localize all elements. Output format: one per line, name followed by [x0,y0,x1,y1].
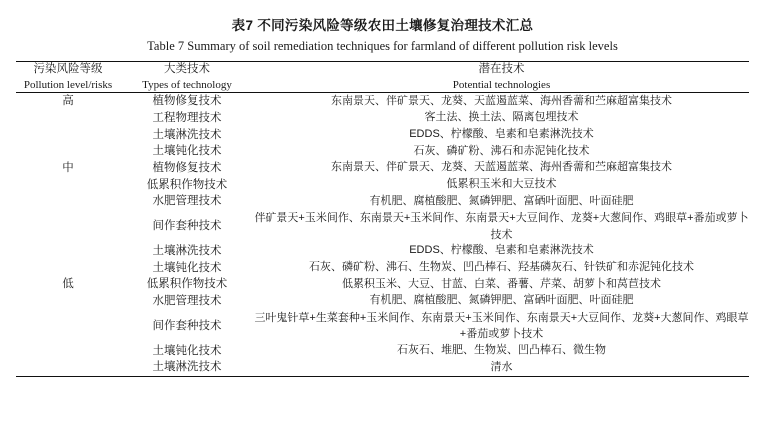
cell-technology-type: 土壤钝化技术 [152,261,222,274]
cell-technology-type: 工程物理技术 [152,112,222,125]
cell-technology-type: 土壤钝化技术 [152,145,222,158]
table-header-row [16,62,749,93]
table-row [16,193,749,210]
cell-potential-technologies: 石灰、磷矿粉、沸石和赤泥钝化技术 [413,144,590,157]
table-title-cn: 表7 不同污染风险等级农田土壤修复治理技术汇总 [231,18,534,33]
cell-potential-technologies: 客土法、换土法、隔离包埋技术 [424,111,579,124]
column-header-potential-en: Potential technologies [452,78,551,91]
cell-potential-technologies: 石灰石、堆肥、生物炭、凹凸棒石、微生物 [397,344,606,357]
cell-potential-technologies: 东南景天、伴矿景天、龙葵、天蓝遏蓝菜、海州香薷和苎麻超富集技术 [254,93,749,110]
cell-technology-type: 低累积作物技术 [146,278,228,291]
table-row [16,260,749,277]
cell-potential-technologies: 三叶鬼针草+生菜套种+玉米间作、东南景天+玉米间作、东南景天+大豆间作、龙葵+大葱间作、鸡眼草+番茄或萝卜技术 [254,311,749,341]
cell-technology-type: 间作套种技术 [152,319,222,332]
table-row [16,210,749,243]
cell-potential-technologies: 低累积玉米、大豆、甘蓝、白菜、番薯、芹菜、胡萝卜和莴苣技术 [342,277,661,290]
table-row [16,276,749,293]
cell-technology-type: 水肥管理技术 [152,195,222,208]
column-header-type [120,62,254,93]
cell-technology-type: 间作套种技术 [152,220,222,233]
table-row [16,293,749,310]
cell-technology-type: 水肥管理技术 [152,295,222,308]
cell-risk-level [16,343,120,360]
table-row [16,93,749,110]
cell-risk-level [16,143,120,160]
cell-risk-level: 高 [16,93,120,110]
cell-risk-level [16,359,120,376]
cell-potential-technologies: 东南景天、伴矿景天、龙葵、天蓝遏蓝菜、海州香薷和苎麻超富集技术 [331,161,672,174]
cell-potential-technologies: 石灰、磷矿粉、沸石、生物炭、凹凸棒石、羟基磷灰石、针铁矿和赤泥钝化技术 [309,261,694,274]
cell-potential-technologies: EDDS、柠檬酸、皂素和皂素淋洗技术 [409,244,594,257]
table-body [16,93,749,377]
column-header-type-cn: 大类技术 [164,63,210,75]
cell-potential-technologies: 低累积玉米和大豆技术 [446,178,557,191]
cell-risk-level [16,293,120,310]
cell-risk-level [16,210,120,243]
column-header-risk [16,62,120,93]
column-header-risk-cn: 污染风险等级 [33,63,103,75]
cell-potential-technologies: EDDS、柠檬酸、皂素和皂素淋洗技术 [409,128,594,141]
cell-risk-level [16,243,120,260]
cell-risk-level [16,177,120,194]
table-header [16,62,749,93]
table-row [16,127,749,144]
cell-risk-level [16,193,120,210]
cell-technology-type: 植物修复技术 [120,93,254,110]
cell-technology-type: 土壤淋洗技术 [152,245,222,258]
cell-risk-level [16,260,120,277]
column-header-type-en: Types of technology [142,78,232,91]
cell-potential-technologies: 伴矿景天+玉米间作、东南景天+玉米间作、东南景天+大豆间作、龙葵+大葱间作、鸡眼草+番茄或萝卜技术 [254,212,749,241]
column-header-risk-en: Pollution level/risks [23,78,113,91]
cell-risk-level: 中 [62,162,74,175]
cell-risk-level: 低 [62,278,74,291]
table-title-en: Table 7 Summary of soil remediation techniques for farmland of different pollution risk levels [147,39,618,53]
cell-potential-technologies: 清水 [254,359,749,376]
cell-risk-level [16,310,120,343]
column-header-potential [254,62,749,93]
cell-technology-type: 低累积作物技术 [146,178,228,191]
table-row [16,243,749,260]
cell-technology-type: 土壤淋洗技术 [120,359,254,376]
cell-risk-level [16,127,120,144]
table-row [16,343,749,360]
remediation-techniques-table [16,61,749,377]
column-header-potential-cn: 潜在技术 [478,63,525,75]
cell-risk-level [16,110,120,127]
table-row [16,359,749,376]
cell-technology-type: 植物修复技术 [152,162,222,175]
table-row [16,177,749,194]
cell-potential-technologies: 有机肥、腐植酸肥、氮磷钾肥、富硒叶面肥、叶面硅肥 [369,194,634,207]
table-row [16,160,749,177]
cell-potential-technologies: 有机肥、腐植酸肥、氮磷钾肥、富硒叶面肥、叶面硅肥 [369,294,634,307]
cell-technology-type: 土壤钝化技术 [152,344,222,357]
cell-technology-type: 土壤淋洗技术 [152,128,222,141]
table-row [16,310,749,343]
table-row [16,110,749,127]
table-row [16,143,749,160]
